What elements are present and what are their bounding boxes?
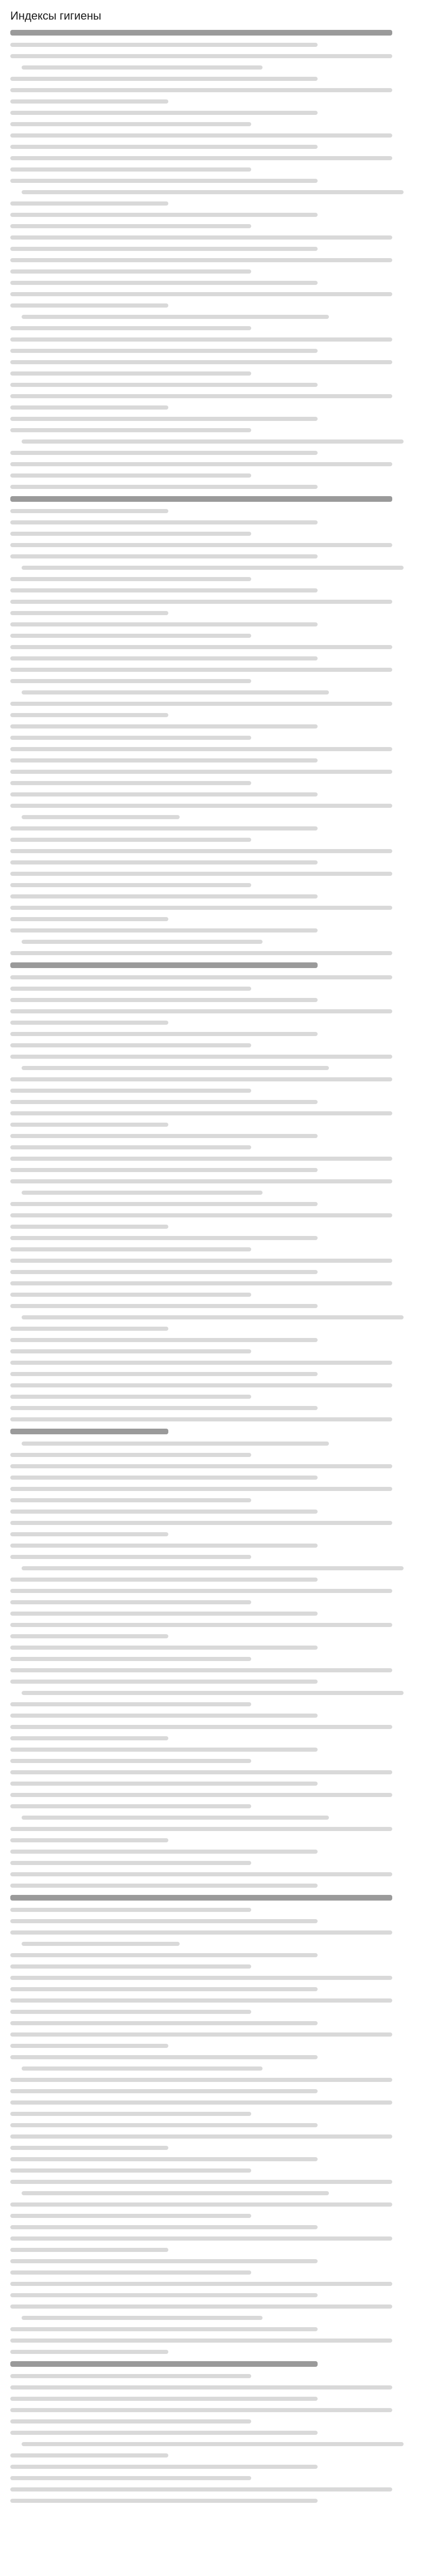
- text-placeholder-line: [22, 439, 404, 444]
- text-placeholder-line: [10, 281, 318, 285]
- text-placeholder-line: [10, 1578, 318, 1582]
- text-placeholder-line: [10, 1510, 318, 1514]
- text-placeholder-line: [10, 1736, 168, 1740]
- text-placeholder-line: [10, 1453, 251, 1457]
- text-placeholder-line: [22, 1566, 404, 1570]
- text-placeholder-line: [10, 2032, 392, 2037]
- text-placeholder-line: [10, 883, 251, 887]
- text-placeholder-line: [22, 1191, 263, 1195]
- text-placeholder-line: [10, 269, 251, 274]
- text-placeholder-line: [10, 2146, 168, 2150]
- text-placeholder-line: [10, 156, 392, 160]
- text-placeholder-line: [10, 133, 392, 138]
- text-placeholder-line: [10, 1782, 318, 1786]
- text-placeholder-line: [10, 417, 318, 421]
- text-placeholder-line: [10, 1838, 168, 1842]
- text-placeholder-line: [10, 2338, 392, 2343]
- text-placeholder-line: [10, 2408, 392, 2412]
- text-placeholder-line: [10, 1770, 392, 1774]
- text-placeholder-line: [10, 1293, 251, 1297]
- text-placeholder-line: [10, 349, 318, 353]
- text-placeholder-line: [10, 1634, 168, 1638]
- text-placeholder-line: [10, 1714, 318, 1718]
- text-placeholder-line: [10, 1270, 318, 1274]
- text-placeholder-line: [22, 1442, 329, 1446]
- text-placeholder-line: [10, 1953, 318, 1957]
- text-placeholder-line: [10, 1861, 251, 1865]
- text-placeholder-line: [10, 77, 318, 81]
- text-placeholder-line: [10, 2248, 168, 2252]
- text-placeholder-line: [10, 1089, 251, 1093]
- text-placeholder-line: [10, 2010, 251, 2014]
- text-placeholder-line: [10, 1998, 392, 2003]
- text-placeholder-line: [10, 1236, 318, 1240]
- text-placeholder-line: [10, 532, 251, 536]
- text-placeholder-line: [10, 462, 392, 466]
- text-placeholder-line: [10, 1361, 392, 1365]
- text-placeholder-line: [10, 2225, 318, 2229]
- text-placeholder-line: [10, 1555, 251, 1559]
- text-placeholder-line: [10, 1804, 251, 1808]
- text-placeholder-line: [10, 1134, 318, 1138]
- text-placeholder-line: [10, 394, 392, 398]
- text-placeholder-line: [10, 2134, 392, 2139]
- text-placeholder-line: [10, 383, 318, 387]
- text-placeholder-line: [10, 1383, 392, 1387]
- text-placeholder-line: [10, 2350, 168, 2354]
- text-placeholder-line: [10, 645, 392, 649]
- text-placeholder-line: [10, 2453, 168, 2458]
- text-placeholder-line: [10, 30, 392, 36]
- text-placeholder-line: [10, 1702, 251, 1706]
- text-placeholder-line: [10, 509, 168, 513]
- text-placeholder-line: [10, 224, 251, 228]
- text-placeholder-line: [10, 2055, 318, 2059]
- text-placeholder-line: [10, 2100, 392, 2105]
- text-placeholder-line: [10, 2078, 392, 2082]
- text-placeholder-line: [10, 781, 251, 785]
- text-placeholder-line: [10, 962, 318, 968]
- text-placeholder-line: [10, 1827, 392, 1831]
- text-placeholder-line: [10, 179, 318, 183]
- text-placeholder-line: [22, 940, 263, 944]
- text-placeholder-line: [10, 201, 168, 206]
- text-placeholder-line: [10, 2282, 392, 2286]
- text-placeholder-line: [10, 1987, 318, 1991]
- text-placeholder-line: [10, 758, 318, 762]
- text-placeholder-line: [10, 1544, 318, 1548]
- text-placeholder-line: [10, 928, 318, 933]
- text-placeholder-line: [10, 1338, 318, 1342]
- text-placeholder-line: [10, 543, 392, 547]
- text-placeholder-line: [10, 326, 251, 330]
- text-placeholder-line: [10, 167, 251, 172]
- text-placeholder-line: [10, 1202, 318, 1206]
- text-placeholder-line: [10, 496, 392, 502]
- text-placeholder-line: [10, 838, 251, 842]
- text-placeholder-line: [10, 1623, 392, 1627]
- text-placeholder-line: [10, 849, 392, 853]
- text-placeholder-line: [10, 485, 318, 489]
- text-placeholder-line: [10, 872, 392, 876]
- text-placeholder-line: [10, 1123, 168, 1127]
- text-placeholder-line: [10, 1657, 251, 1661]
- text-placeholder-line: [10, 1476, 318, 1480]
- text-placeholder-line: [10, 1668, 392, 1672]
- text-placeholder-line: [10, 1145, 251, 1149]
- text-placeholder-line: [10, 894, 318, 899]
- text-placeholder-line: [10, 247, 318, 251]
- text-placeholder-line: [10, 2112, 251, 2116]
- text-placeholder-line: [10, 2044, 168, 2048]
- text-placeholder-line: [10, 2431, 318, 2435]
- text-placeholder-line: [10, 1748, 318, 1752]
- text-placeholder-line: [10, 554, 318, 558]
- text-placeholder-line: [10, 2270, 251, 2275]
- text-placeholder-line: [10, 54, 392, 58]
- text-placeholder-line: [10, 2180, 392, 2184]
- text-placeholder-line: [22, 1816, 329, 1820]
- text-placeholder-line: [10, 2089, 318, 2093]
- text-placeholder-line: [10, 577, 251, 581]
- text-placeholder-line: [10, 1055, 392, 1059]
- text-placeholder-line: [10, 1179, 392, 1183]
- text-placeholder-line: [10, 998, 318, 1002]
- text-placeholder-line: [10, 258, 392, 262]
- text-placeholder-line: [10, 1850, 318, 1854]
- text-placeholder-line: [10, 1793, 392, 1797]
- text-placeholder-line: [10, 792, 318, 796]
- text-placeholder-line: [10, 713, 168, 717]
- text-placeholder-line: [10, 1532, 168, 1536]
- text-placeholder-line: [10, 451, 318, 455]
- text-placeholder-line: [22, 190, 404, 194]
- text-placeholder-line: [10, 1872, 392, 1876]
- text-placeholder-line: [10, 1406, 318, 1410]
- text-placeholder-line: [10, 2123, 318, 2127]
- text-placeholder-line: [10, 1077, 392, 1081]
- text-placeholder-line: [10, 2327, 318, 2331]
- text-placeholder-line: [10, 1100, 318, 1104]
- text-placeholder-line: [10, 122, 251, 126]
- text-placeholder-line: [10, 736, 251, 740]
- text-placeholder-line: [10, 2385, 392, 2389]
- text-placeholder-line: [10, 1498, 251, 1502]
- text-placeholder-line: [10, 770, 392, 774]
- text-placeholder-line: [10, 679, 251, 683]
- text-placeholder-line: [10, 702, 392, 706]
- text-placeholder-line: [10, 634, 251, 638]
- text-placeholder-line: [10, 1395, 251, 1399]
- text-placeholder-line: [10, 600, 392, 604]
- text-placeholder-line: [10, 975, 392, 979]
- text-placeholder-line: [22, 2191, 329, 2195]
- text-placeholder-line: [10, 145, 318, 149]
- text-placeholder-line: [10, 292, 392, 296]
- text-placeholder-line: [10, 2293, 318, 2297]
- text-placeholder-line: [10, 917, 168, 921]
- text-placeholder-line: [22, 315, 329, 319]
- text-placeholder-line: [10, 2361, 318, 2367]
- text-placeholder-line: [10, 860, 318, 865]
- text-placeholder-line: [10, 428, 251, 432]
- text-placeholder-line: [22, 1315, 404, 1319]
- text-placeholder-line: [10, 1464, 392, 1468]
- text-placeholder-line: [10, 1487, 392, 1491]
- text-placeholder-line: [10, 1009, 392, 1013]
- text-placeholder-line: [22, 1691, 404, 1695]
- text-placeholder-line: [10, 951, 392, 955]
- text-placeholder-line: [10, 987, 251, 991]
- text-placeholder-line: [10, 804, 392, 808]
- text-placeholder-line: [10, 2499, 318, 2503]
- text-placeholder-line: [10, 1589, 392, 1593]
- text-placeholder-line: [10, 2259, 318, 2263]
- text-placeholder-line: [22, 815, 180, 819]
- text-placeholder-line: [22, 65, 263, 70]
- text-placeholder-line: [10, 1884, 318, 1888]
- text-placeholder-line: [10, 1612, 318, 1616]
- text-placeholder-line: [22, 2316, 263, 2320]
- text-placeholder-line: [10, 303, 168, 308]
- text-placeholder-line: [10, 2374, 251, 2378]
- text-placeholder-line: [22, 2442, 404, 2446]
- text-placeholder-line: [10, 1304, 318, 1308]
- text-placeholder-line: [10, 1646, 318, 1650]
- text-placeholder-line: [22, 566, 404, 570]
- text-placeholder-line: [10, 2236, 392, 2241]
- text-placeholder-line: [10, 1895, 392, 1901]
- text-placeholder-line: [10, 520, 318, 524]
- text-placeholder-line: [10, 622, 318, 626]
- text-placeholder-line: [10, 906, 392, 910]
- text-placeholder-line: [10, 88, 392, 92]
- text-placeholder-line: [10, 1964, 251, 1969]
- text-placeholder-line: [10, 111, 318, 115]
- text-placeholder-line: [10, 611, 168, 615]
- text-placeholder-line: [22, 1066, 329, 1070]
- text-placeholder-line: [10, 1725, 392, 1729]
- text-placeholder-line: [10, 2487, 392, 2492]
- text-placeholder-line: [10, 656, 318, 660]
- text-placeholder-line: [10, 473, 251, 478]
- document-body: [10, 30, 426, 2503]
- text-placeholder-line: [10, 337, 392, 342]
- text-placeholder-line: [10, 405, 168, 410]
- text-placeholder-line: [10, 1680, 318, 1684]
- page-title: Индексы гигиены: [10, 9, 101, 22]
- text-placeholder-line: [10, 1032, 318, 1036]
- text-placeholder-line: [10, 2476, 251, 2480]
- text-placeholder-line: [10, 1168, 318, 1172]
- text-placeholder-line: [10, 1247, 251, 1251]
- text-placeholder-line: [10, 360, 392, 364]
- text-placeholder-line: [10, 1043, 251, 1047]
- text-placeholder-line: [10, 724, 318, 728]
- text-placeholder-line: [10, 1327, 168, 1331]
- text-placeholder-line: [22, 690, 329, 694]
- text-placeholder-line: [10, 1349, 251, 1353]
- text-placeholder-line: [10, 43, 318, 47]
- text-placeholder-line: [10, 235, 392, 240]
- text-placeholder-line: [10, 747, 392, 751]
- text-placeholder-line: [10, 1281, 392, 1285]
- text-placeholder-line: [10, 1976, 392, 1980]
- text-placeholder-line: [10, 2419, 251, 2424]
- text-placeholder-line: [10, 1908, 251, 1912]
- text-placeholder-line: [10, 1021, 168, 1025]
- text-placeholder-line: [10, 1372, 318, 1376]
- text-placeholder-line: [10, 1919, 318, 1923]
- text-placeholder-line: [10, 2465, 318, 2469]
- text-placeholder-line: [10, 588, 318, 592]
- text-placeholder-line: [10, 1157, 392, 1161]
- text-placeholder-line: [22, 2066, 263, 2071]
- text-placeholder-line: [10, 1417, 392, 1421]
- text-placeholder-line: [10, 213, 318, 217]
- text-placeholder-line: [10, 1259, 392, 1263]
- text-placeholder-line: [10, 2304, 392, 2309]
- text-placeholder-line: [10, 1930, 392, 1935]
- text-placeholder-line: [10, 1213, 392, 1217]
- text-placeholder-line: [10, 2168, 251, 2173]
- text-placeholder-line: [10, 826, 318, 831]
- text-placeholder-line: [10, 1600, 251, 1604]
- text-placeholder-line: [10, 1759, 251, 1763]
- text-placeholder-line: [22, 1942, 180, 1946]
- text-placeholder-line: [10, 2214, 251, 2218]
- text-placeholder-line: [10, 1111, 392, 1115]
- text-placeholder-line: [10, 2397, 318, 2401]
- text-placeholder-line: [10, 2157, 318, 2161]
- text-placeholder-line: [10, 1429, 168, 1434]
- text-placeholder-line: [10, 668, 392, 672]
- text-placeholder-line: [10, 2021, 318, 2025]
- text-placeholder-line: [10, 1521, 392, 1525]
- text-placeholder-line: [10, 1225, 168, 1229]
- text-placeholder-line: [10, 99, 168, 104]
- text-placeholder-line: [10, 2202, 392, 2207]
- text-placeholder-line: [10, 371, 251, 376]
